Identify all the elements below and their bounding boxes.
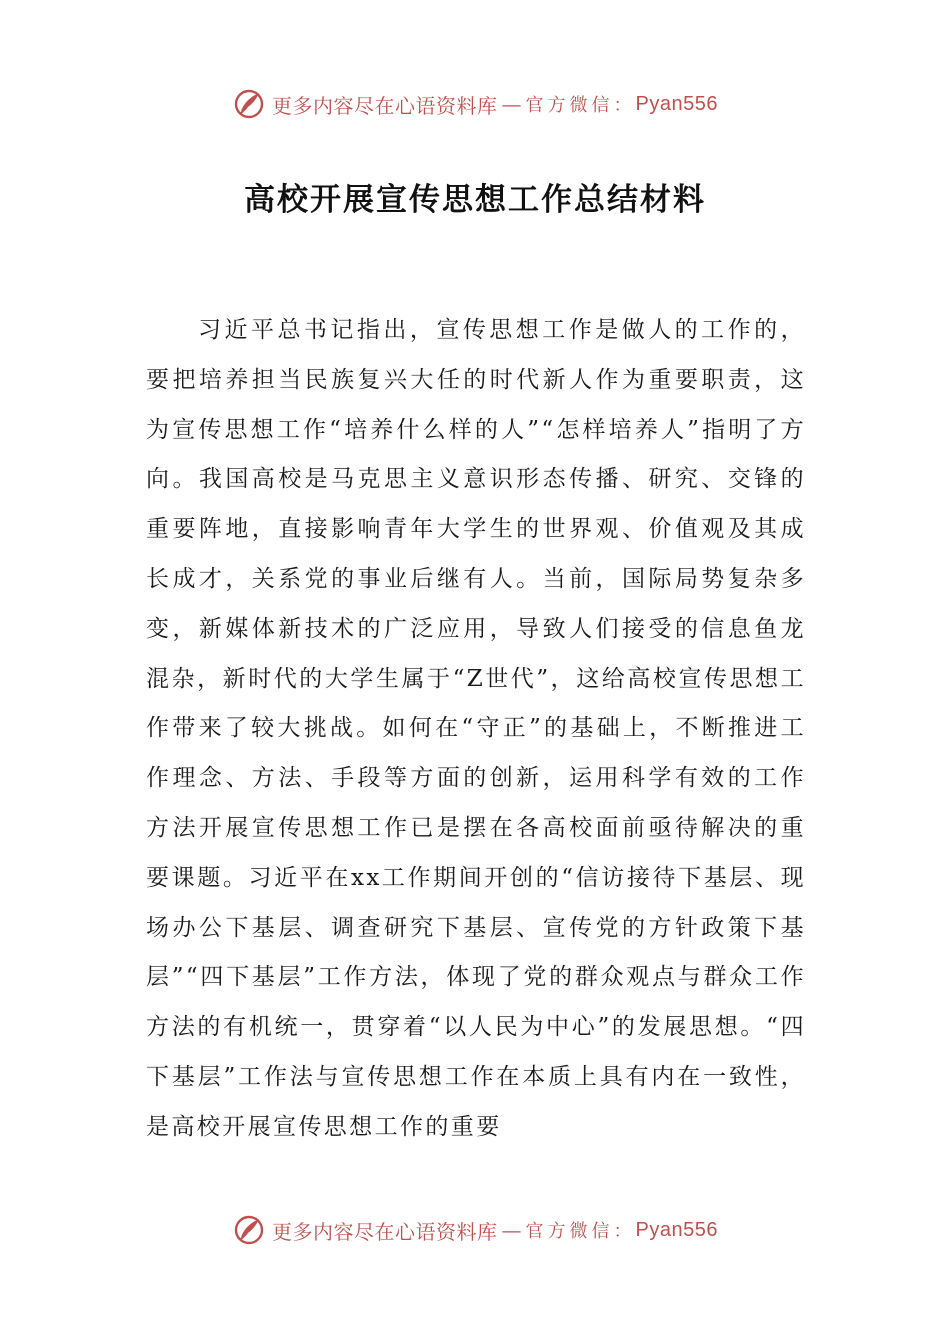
banner-wechat-label: 官方微信： [525, 95, 636, 116]
quill-logo-icon [232, 87, 266, 121]
footer-brand: 更多内容尽在心语资料库 [272, 1219, 498, 1244]
footer-wechat-id: Pyan556 [635, 1218, 718, 1241]
document-title: 高校开展宣传思想工作总结材料 [244, 182, 706, 218]
footer-dash: — [501, 1218, 522, 1242]
body-paragraph: 习近平总书记指出，宣传思想工作是做人的工作的，要把培养担当民族复兴大任的时代新人作为重要职责，这为宣传思想工作“培养什么样的人”“怎样培养人”指明了方向。我国高校是马克思主义意识形态传播、研究、交锋的重要阵地，直接影响青年大学生的世界观、价值观及其成长成才，关系党的事业后继有人。当前，国际局势复杂多变，新媒体新技术的广泛应用，导致人们接受的信息鱼龙混杂，新时代的大学生属于“Z世代”，这给高校宣传思想工作带来了较大挑战。如何在“守正”的基础上，不断推进工作理念、方法、手段等方面的创新，运用科学有效的工作方法开展宣传思想工作已是摆在各高校面前亟待解决的重要课题。习近平在xx工作期间开创的“信访接待下基层、现场办公下基层、调查研究下基层、宣传党的方针政策下基层”“四下基层”工作方法，体现了党的群众观点与群众工作方法的有机统一，贯穿着“以人民为中心”的发展思想。“四下基层”工作法与宣传思想工作在本质上具有内在一致性，是高校开展宣传思想工作的重要 [146, 317, 806, 1140]
footer-wechat-label: 官方微信： [525, 1221, 636, 1242]
quill-logo-icon [232, 1213, 266, 1247]
footer-banner [0, 1210, 950, 1250]
banner-wechat-id: Pyan556 [635, 92, 718, 115]
banner-brand: 更多内容尽在心语资料库 [272, 93, 498, 118]
header-banner [0, 84, 950, 124]
banner-dash: — [501, 92, 522, 116]
